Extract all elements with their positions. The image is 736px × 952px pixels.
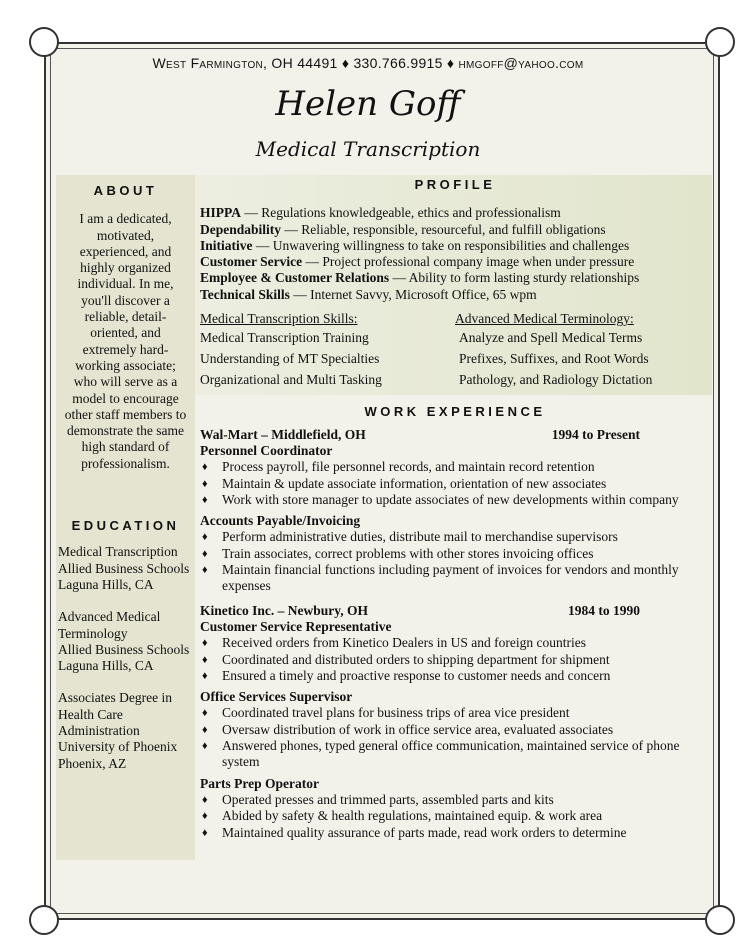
job-entry [200, 427, 710, 595]
role-title: Office Services Supervisor [200, 689, 353, 705]
profile-item [200, 205, 710, 221]
skill-item: Prefixes, Suffixes, and Root Words [459, 351, 649, 367]
role-title: Parts Prep Operator [200, 775, 319, 791]
applicant-name: Helen Goff [275, 84, 461, 124]
profile-value: — Project professional company image when under pressure [302, 254, 635, 270]
about-heading: ABOUT [93, 183, 158, 198]
job-dates: 1994 to Present [551, 426, 640, 442]
bullet-item: ♦ Train associates, correct problems with other stores invoicing offices [200, 546, 710, 562]
education-line: Allied Business Schools [58, 641, 190, 657]
corner-notch [29, 905, 59, 935]
bullet-list [200, 459, 710, 508]
contact-line: West Farmington, OH 44491 ♦ 330.766.9915 ♦ hmgoff@yahoo.com [152, 55, 584, 71]
bullet-item: ♦ Process payroll, file personnel records, and maintain record retention [200, 459, 710, 475]
profile-item [200, 287, 710, 303]
role-title: Customer Service Representative [200, 618, 392, 634]
role-title: Accounts Payable/Invoicing [200, 513, 361, 529]
role-title: Personnel Coordinator [200, 442, 333, 458]
bullet-item: ♦ Answered phones, typed general office communication, maintained service of phone system [200, 738, 710, 771]
education-heading: EDUCATION [71, 518, 180, 534]
bullet-list [200, 792, 710, 841]
skills-heading: Medical Transcription Skills: [200, 311, 358, 327]
job-title: Medical Transcription [255, 137, 481, 161]
bullet-list [200, 635, 710, 684]
work-list [200, 427, 710, 841]
bullet-item: ♦ Maintained quality assurance of parts made, read work orders to determine [200, 825, 710, 841]
profile-key: Employee & Customer Relations [200, 270, 390, 286]
profile-key: Initiative [200, 237, 253, 253]
main-content [200, 175, 710, 841]
education-entry [58, 690, 195, 771]
education-line: Laguna Hills, CA [58, 576, 154, 592]
bullet-item: ♦ Ensured a timely and proactive response to customer needs and concern [200, 668, 710, 684]
education-line: Medical Transcription [58, 544, 178, 560]
job-header [200, 427, 710, 443]
profile-item [200, 238, 710, 254]
profile-list [200, 205, 710, 303]
corner-notch [29, 27, 59, 57]
bullet-item: ♦ Abided by safety & health regulations, maintained equip. & work area [200, 808, 710, 824]
profile-key: Technical Skills [200, 286, 290, 302]
bullet-list [200, 529, 710, 594]
profile-value: — Regulations knowledgeable, ethics and professionalism [241, 205, 561, 221]
company-name: Kinetico Inc. – Newbury, OH [200, 602, 368, 618]
company-name: Wal-Mart – Middlefield, OH [200, 426, 366, 442]
skills-columns [200, 311, 710, 390]
education-line: Associates Degree in Health Care Administration [58, 690, 172, 739]
job-entry [200, 603, 710, 841]
corner-notch [705, 27, 735, 57]
skills-heading: Advanced Medical Terminology: [455, 311, 634, 327]
bullet-item: ♦ Perform administrative duties, distribute mail to merchandise supervisors [200, 529, 710, 545]
bullet-item: ♦ Work with store manager to update associates of new developments within company [200, 492, 710, 508]
corner-notch [705, 905, 735, 935]
profile-value: — Unwavering willingness to take on responsibilities and challenges [252, 237, 630, 253]
education-line: Advanced Medical Terminology [58, 609, 161, 641]
skills-column [200, 311, 455, 390]
profile-item [200, 254, 710, 270]
skill-item: Understanding of MT Specialties [200, 351, 380, 367]
bullet-list [200, 705, 710, 770]
job-dates: 1984 to 1990 [568, 602, 640, 618]
job-header [200, 603, 710, 619]
education-entry [58, 609, 195, 674]
bullet-item: ♦ Maintain & update associate information, orientation of new associates [200, 476, 710, 492]
bullet-item: ♦ Maintain financial functions including payment of invoices for vendors and monthly expenses [200, 562, 710, 595]
skill-item: Medical Transcription Training [200, 330, 369, 346]
skill-item: Pathology, and Radiology Dictation [459, 372, 653, 388]
sidebar [56, 175, 195, 860]
profile-key: Customer Service [200, 254, 303, 270]
education-list [56, 544, 195, 772]
profile-heading: PROFILE [414, 177, 496, 192]
bullet-item: ♦ Coordinated and distributed orders to shipping department for shipment [200, 652, 710, 668]
bullet-item: ♦ Received orders from Kinetico Dealers in US and foreign countries [200, 635, 710, 651]
profile-item [200, 270, 710, 286]
education-line: University of Phoenix [58, 739, 178, 755]
education-line: Phoenix, AZ [58, 755, 127, 771]
skills-column [455, 311, 710, 390]
bullet-item: ♦ Coordinated travel plans for business trips of area vice president [200, 705, 710, 721]
about-text: I am a dedicated, motivated, experienced, and highly organized individual. In me, you'll discover a reliable, detail-oriented, and extremely hard-working associate; who will serve as a model to encourage other staff members to demonstrate the same high standard of professionalism. [64, 211, 187, 471]
education-entry [58, 544, 195, 593]
profile-key: Dependability [200, 221, 282, 237]
profile-item [200, 222, 710, 238]
skill-item: Analyze and Spell Medical Terms [459, 330, 643, 346]
work-heading: WORK EXPERIENCE [364, 404, 546, 420]
profile-value: — Internet Savvy, Microsoft Office, 65 wpm [289, 286, 537, 302]
profile-value: — Reliable, responsible, resourceful, and fulfill obligations [281, 221, 606, 237]
bullet-item: ♦ Oversaw distribution of work in office service area, evaluated associates [200, 722, 710, 738]
bullet-item: ♦ Operated presses and trimmed parts, assembled parts and kits [200, 792, 710, 808]
profile-value: — Ability to form lasting sturdy relationships [389, 270, 640, 286]
skill-item: Organizational and Multi Tasking [200, 372, 382, 388]
education-line: Allied Business Schools [58, 560, 190, 576]
education-line: Laguna Hills, CA [58, 658, 154, 674]
profile-key: HIPPA [200, 205, 241, 221]
